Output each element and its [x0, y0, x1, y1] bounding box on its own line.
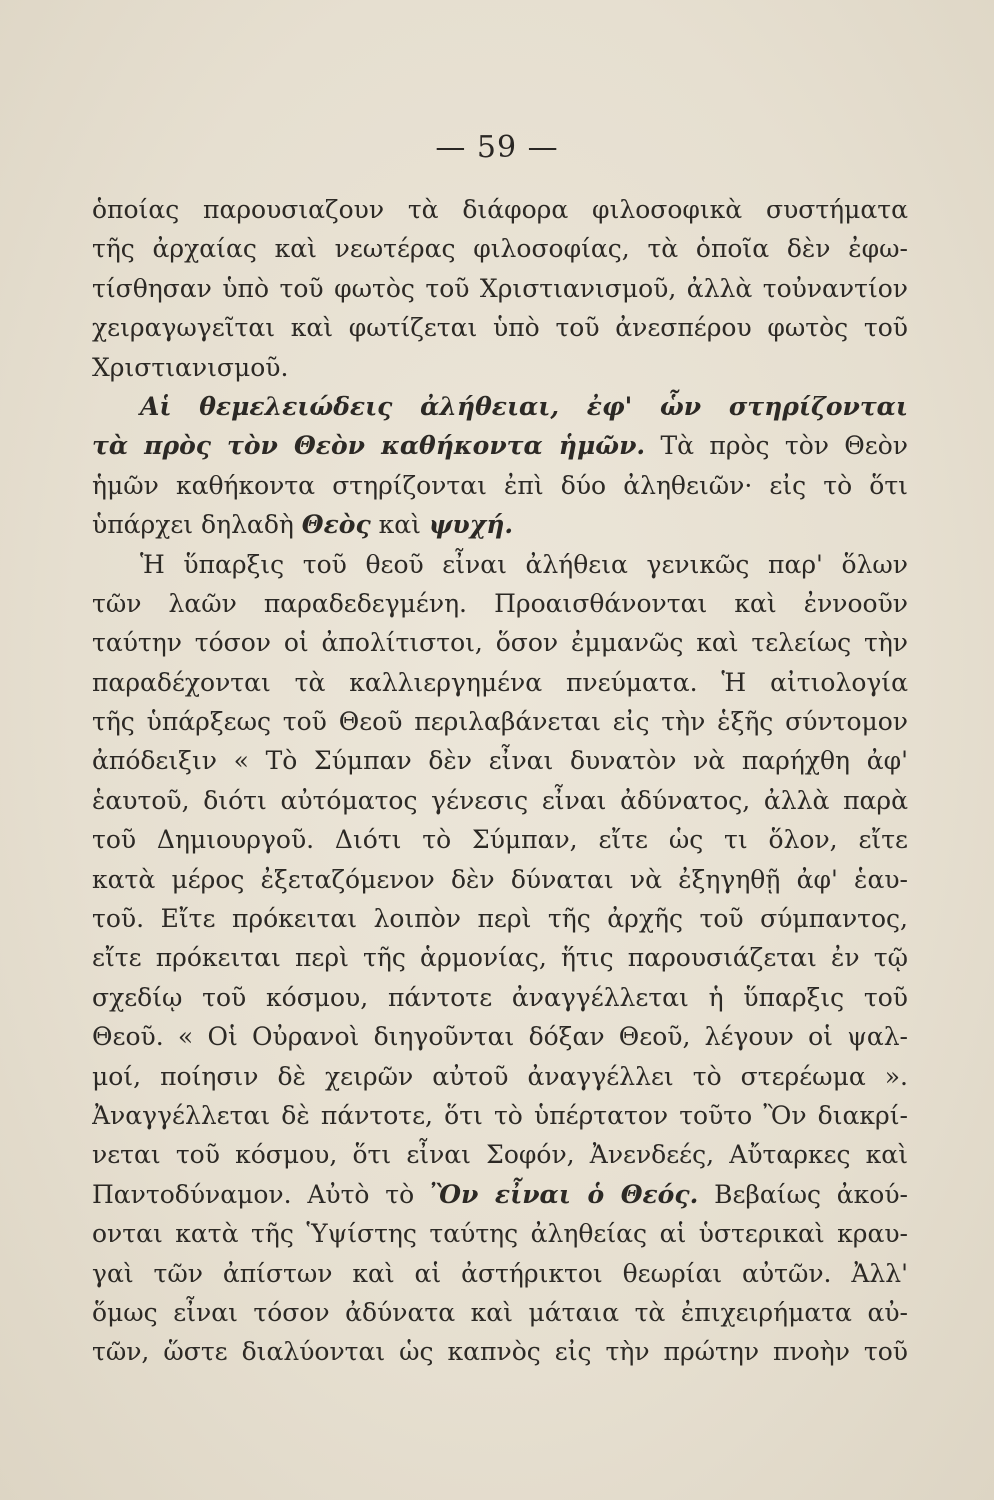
- text-line-26-end: Βεβαίως ἀκού-: [698, 1179, 908, 1209]
- section-heading-line-2: [92, 426, 908, 465]
- text-line-21: σχεδίῳ τοῦ κόσμου, πάντοτε ἀναγγέλλεται ἡ ὕπαρξις τοῦ: [92, 982, 908, 1012]
- emphasis-on-einai-o-theos: Ὂν εἶναι ὁ Θεός.: [430, 1179, 699, 1209]
- text-line-1: ὁποίας παρουσιαζουν τὰ διάφορα φιλοσοφικὰ συστήματα: [92, 195, 908, 224]
- text-line-23: μοί, ποίησιν δὲ χειρῶν αὐτοῦ ἀναγγέλλει τὸ στερέωμα ».: [92, 1061, 908, 1091]
- text-line-28: γαὶ τῶν ἀπίστων καὶ αἱ ἀστήρικτοι θεωρίαι αὐτῶν. Ἀλλ': [92, 1258, 908, 1288]
- text-line-9-and: καὶ: [370, 510, 429, 540]
- page-number: — 59 —: [435, 130, 559, 165]
- text-line-24: Ἀναγγέλλεται δὲ πάντοτε, ὅτι τὸ ὑπέρτατον τοῦτο Ὂν διακρί-: [92, 1100, 908, 1130]
- text-line-27: ονται κατὰ τῆς Ὑψίστης ταύτης ἀληθείας αἱ ὑστερικαὶ κραυ-: [92, 1219, 908, 1249]
- emphasis-theos: Θεὸς: [301, 510, 371, 540]
- text-line-9-start: ὑπάρχει δηλαδὴ: [92, 510, 302, 540]
- text-line-5: Χριστιανισμοῦ.: [92, 352, 289, 382]
- text-line-10: Ἡ ὕπαρξις τοῦ θεοῦ εἶναι ἀλήθεια γενικῶς παρ' ὅλων: [140, 549, 908, 579]
- text-line-17: τοῦ Δημιουργοῦ. Διότι τὸ Σύμπαν, εἴτε ὡς τι ὅλον, εἴτε: [92, 825, 908, 855]
- text-line-8: ἡμῶν καθήκοντα στηρίζονται ἐπὶ δύο ἀληθειῶν· εἰς τὸ ὅτι: [92, 470, 908, 500]
- text-line-18: κατὰ μέρος ἐξεταζόμενον δὲν δύναται νὰ ἐξηγηθῇ ἀφ' ἑαυ-: [92, 864, 908, 894]
- text-line-3: τίσθησαν ὑπὸ τοῦ φωτὸς τοῦ Χριστιανισμοῦ, ἀλλὰ τοὐναντίον: [92, 273, 908, 303]
- emphasis-psyche: ψυχή.: [428, 510, 514, 540]
- text-line-7-rest: Τὰ πρὸς τὸν Θεὸν: [645, 431, 908, 461]
- text-line-30: τῶν, ὥστε διαλύονται ὡς καπνὸς εἰς τὴν πρώτην πνοὴν τοῦ: [92, 1337, 908, 1367]
- text-line-2: τῆς ἀρχαίας καὶ νεωτέρας φιλοσοφίας, τὰ ὁποῖα δὲν ἐφω-: [92, 234, 908, 264]
- text-line-15: ἀπόδειξιν « Τὸ Σύμπαν δὲν εἶναι δυνατὸν νὰ παρήχθη ἀφ': [92, 746, 908, 776]
- text-line-19: τοῦ. Εἴτε πρόκειται λοιπὸν περὶ τῆς ἀρχῆς τοῦ σύμπαντος,: [92, 904, 908, 934]
- text-line-4: χειραγωγεῖται καὶ φωτίζεται ὑπὸ τοῦ ἀνεσπέρου φωτὸς τοῦ: [92, 313, 908, 343]
- text-line-11: τῶν λαῶν παραδεδεγμένη. Προαισθάνονται καὶ ἐννοοῦν: [92, 588, 908, 618]
- text-line-22: Θεοῦ. « Οἱ Οὐρανοὶ διηγοῦνται δόξαν Θεοῦ, λέγουν οἱ ψαλ-: [92, 1022, 908, 1052]
- text-line-13: παραδέχονται τὰ καλλιεργημένα πνεύματα. Ἡ αἰτιολογία: [92, 667, 908, 697]
- text-line-26-start: Παντοδύναμον. Αὐτὸ τὸ: [92, 1179, 430, 1209]
- text-line-9: [92, 505, 908, 544]
- section-heading-end: τὰ πρὸς τὸν Θεὸν καθήκοντα ἡμῶν.: [92, 431, 646, 461]
- text-line-16: ἑαυτοῦ, διότι αὐτόματος γένεσις εἶναι ἀδύνατος, ἀλλὰ παρὰ: [92, 785, 908, 815]
- text-line-20: εἴτε πρόκειται περὶ τῆς ἁρμονίας, ἥτις παρουσιάζεται ἐν τῷ: [92, 943, 908, 973]
- body-text: [92, 190, 908, 1372]
- text-line-29: ὅμως εἶναι τόσον ἀδύνατα καὶ μάταια τὰ ἐπιχειρήματα αὐ-: [92, 1297, 908, 1327]
- text-line-26: [92, 1175, 908, 1214]
- text-line-25: νεται τοῦ κόσμου, ὅτι εἶναι Σοφόν, Ἀνενδεές, Αὔταρκες καὶ: [92, 1140, 908, 1170]
- text-line-14: τῆς ὑπάρξεως τοῦ Θεοῦ περιλαβάνεται εἰς τὴν ἑξῆς σύντομον: [92, 707, 908, 737]
- text-line-12: ταύτην τόσον οἱ ἀπολίτιστοι, ὅσον ἐμμανῶς καὶ τελείως τὴν: [92, 628, 908, 658]
- section-heading-line-1: Αἱ θεμελειώδεις ἀλήθειαι, ἐφ' ὧν στηρίζονται: [140, 391, 908, 421]
